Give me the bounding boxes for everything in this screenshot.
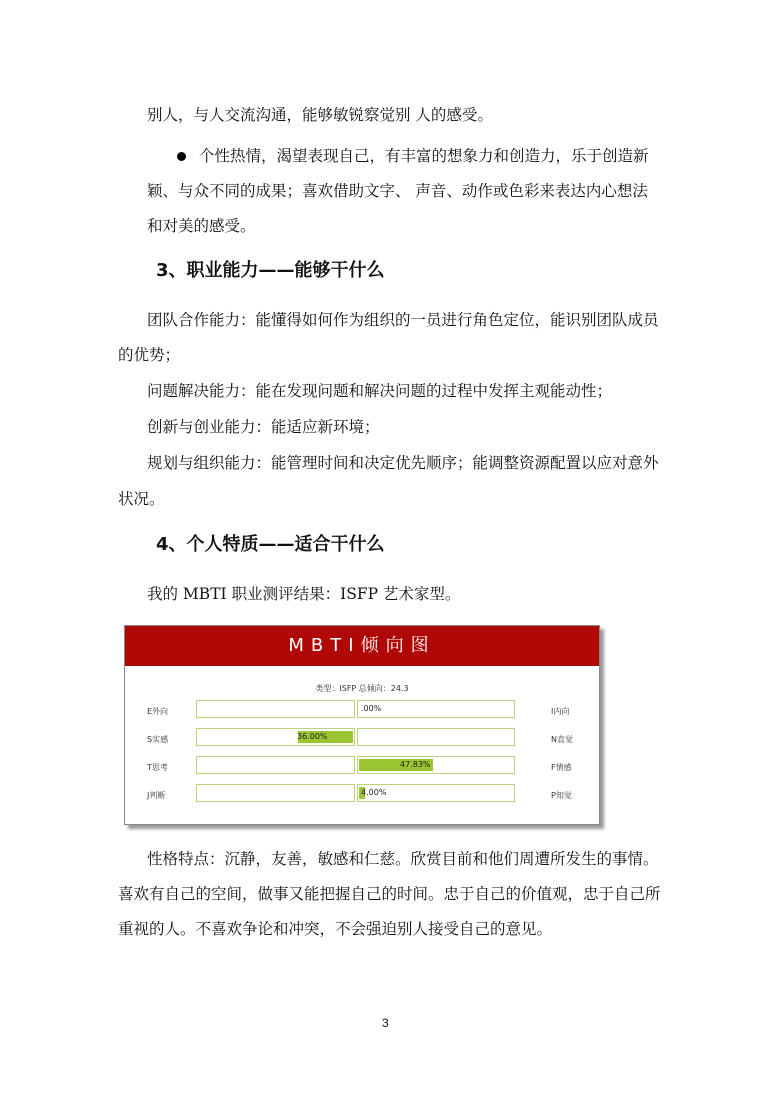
mbti-left-track: [196, 728, 355, 746]
paragraph-line: 创新与创业能力：能适应新环境；: [147, 418, 380, 436]
mbti-right-track: [357, 728, 515, 746]
paragraph-line: 团队合作能力：能懂得如何作为组织的一员进行角色定位，能识别团队成员: [147, 311, 659, 329]
section-heading-3: 3、职业能力——能够干什么: [156, 260, 385, 281]
mbti-left-label: T思考: [147, 763, 168, 772]
mbti-right-track: [357, 756, 515, 774]
mbti-chart: [124, 625, 600, 825]
paragraph-line: 问题解决能力：能在发现问题和解决问题的过程中发挥主观能动性；: [147, 382, 613, 400]
mbti-left-label: E外向: [147, 707, 169, 716]
page-number: 3: [382, 1016, 389, 1030]
mbti-left-label: S实感: [147, 735, 169, 744]
paragraph-line: 的优势；: [118, 346, 181, 364]
mbti-result-line: 我的 MBTI 职业测评结果：ISFP 艺术家型。: [147, 585, 461, 603]
mbti-left-label: J判断: [147, 791, 166, 800]
traits-line: 性格特点：沉静，友善，敏感和仁慈。欣赏目前和他们周遭所发生的事情。: [147, 850, 659, 868]
mbti-chart-subtitle: 类型：ISFP 总倾向：24.3: [315, 684, 409, 693]
mbti-right-label: I内向: [551, 707, 570, 716]
mbti-right-label: N直觉: [551, 735, 573, 744]
bullet-icon: [177, 152, 186, 161]
mbti-left-track: [196, 756, 355, 774]
mbti-right-label: P知觉: [551, 791, 572, 800]
mbti-chart-title: MBTI倾向图: [125, 626, 599, 666]
section-heading-4: 4、个人特质——适合干什么: [156, 534, 385, 555]
mbti-value-label: 47.83%: [400, 760, 431, 769]
mbti-right-label: F情感: [551, 763, 572, 772]
mbti-value-label: 36.00%: [297, 732, 328, 741]
mbti-left-track: [196, 700, 355, 718]
bullet-text-line: 颖、与众不同的成果；喜欢借助文字、 声音、动作或色彩来表达内心想法: [147, 182, 648, 200]
mbti-right-track: [357, 700, 515, 718]
mbti-value-label: .00%: [361, 704, 382, 713]
body-line: 别人，与人交流沟通，能够敏锐察觉别 人的感受。: [147, 106, 493, 124]
mbti-value-label: 4.00%: [361, 788, 387, 797]
bullet-text-line: 个性热情，渴望表现自己，有丰富的想象力和创造力，乐于创造新: [199, 147, 649, 165]
bullet-text-line: 和对美的感受。: [147, 217, 256, 235]
paragraph-line: 状况。: [118, 490, 165, 508]
traits-line: 重视的人。不喜欢争论和冲突，不会强迫别人接受自己的意见。: [118, 920, 553, 938]
mbti-left-track: [196, 784, 355, 802]
mbti-right-track: [357, 784, 515, 802]
paragraph-line: 规划与组织能力：能管理时间和决定优先顺序；能调整资源配置以应对意外: [147, 454, 659, 472]
traits-line: 喜欢有自己的空间，做事又能把握自己的时间。忠于自己的价值观，忠于自己所: [118, 885, 661, 903]
